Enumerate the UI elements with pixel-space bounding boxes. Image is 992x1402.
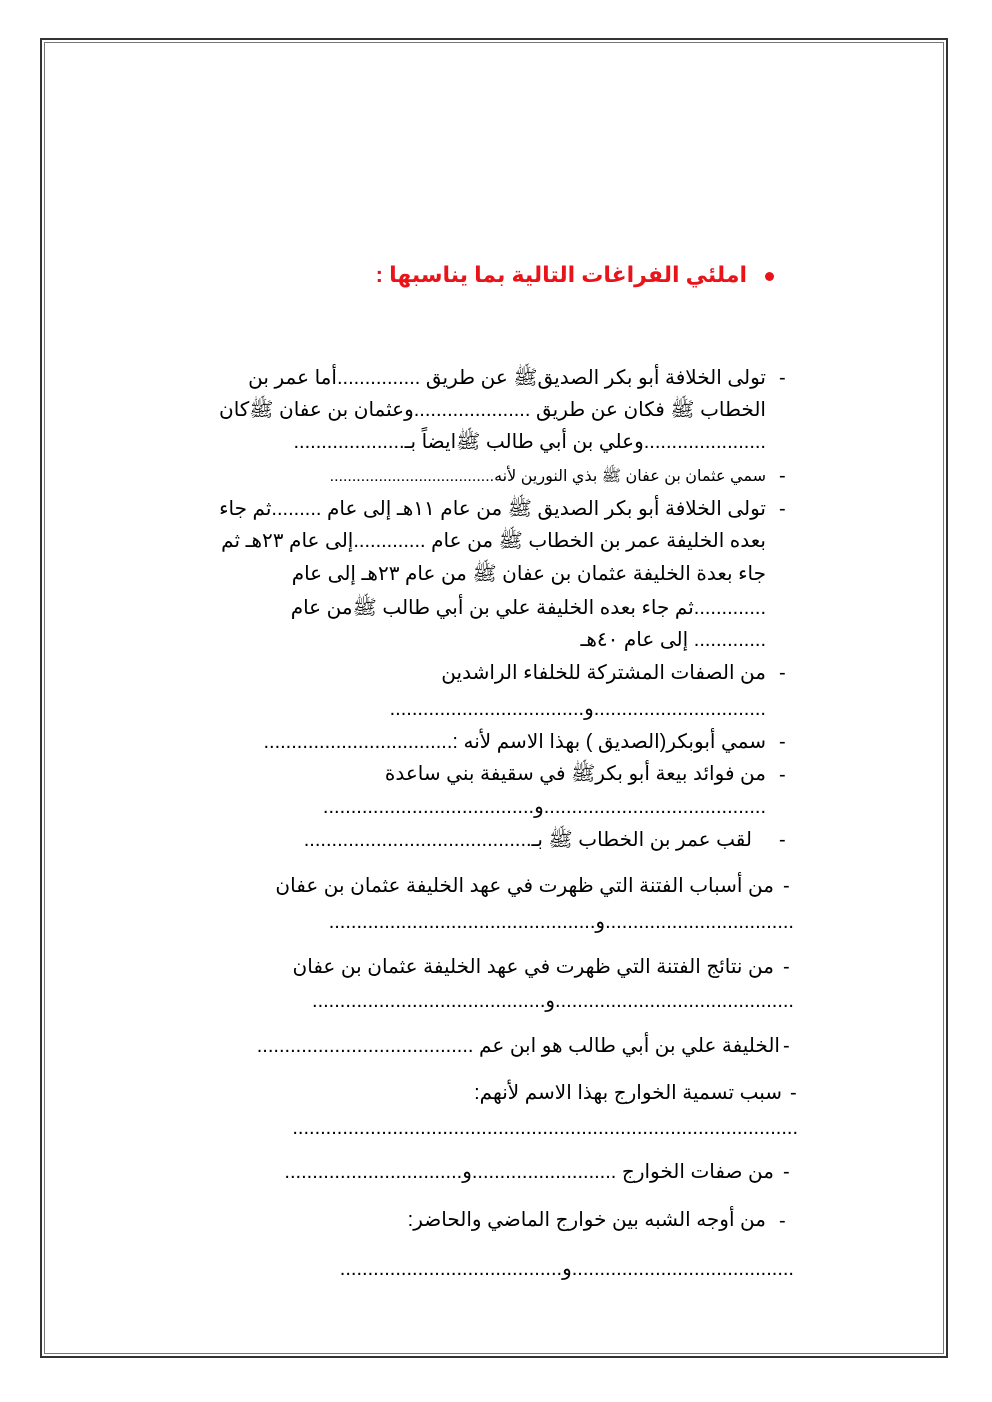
question-line: من الصفات المشتركة للخلفاء الراشدين xyxy=(441,662,766,684)
question-line: ........................................................................................... xyxy=(292,1117,798,1139)
question-line: من نتائج الفتنة التي ظهرت في عهد الخليفة عثمان بن عفان xyxy=(292,956,774,978)
question-line: ...............................و................................... xyxy=(389,698,766,720)
question-line: ............. إلى عام ٤٠هـ xyxy=(580,629,766,651)
dash-marker: - xyxy=(779,498,786,520)
question-line: سبب تسمية الخوارج بهذا الاسم لأنهم: xyxy=(474,1082,782,1104)
question-line: تولى الخلافة أبو بكر الصديقﷺ عن طريق ...............أما عمر بن xyxy=(248,367,766,389)
question-line: ..................................و................................................ xyxy=(328,911,794,933)
question-line: الخليفة علي بن أبي طالب هو ابن عم ....................................... xyxy=(256,1035,780,1057)
question-line: لقب عمر بن الخطاب ﷺ بـ......................................... xyxy=(303,829,752,851)
question-line: بعده الخليفة عمر بن الخطاب ﷺ من عام .............إلى عام ٢٣هـ ثم xyxy=(221,530,766,552)
question-line: من أوجه الشبه بين خوارج الماضي والحاضر: xyxy=(407,1209,766,1231)
dash-marker: - xyxy=(783,1161,790,1183)
dash-marker: - xyxy=(779,1210,786,1232)
question-line: سمي أبوبكر(الصديق ) بهذا الاسم لأنه :.................................. xyxy=(263,731,766,753)
question-line: سمي عثمان بن عفان ﷺ بذي النورين لأنه..................................... xyxy=(329,468,766,485)
question-line: .............ثم جاء بعده الخليفة علي بن أبي طالب ﷺمن عام xyxy=(290,597,766,619)
dash-marker: - xyxy=(783,875,790,897)
question-line: تولى الخلافة أبو بكر الصديق ﷺ من عام ١١هـ إلى عام .........ثم جاء xyxy=(219,498,766,520)
bullet-icon xyxy=(765,272,774,281)
dash-marker: - xyxy=(779,764,786,786)
question-line: ........................................و...................................... xyxy=(322,796,766,818)
dash-marker: - xyxy=(779,731,786,753)
dash-marker: - xyxy=(783,956,790,978)
question-line: الخطاب ﷺ فكان عن طريق .....................وعثمان بن عفان ﷺكان xyxy=(219,399,766,421)
dash-marker: - xyxy=(790,1082,797,1104)
question-line: ......................وعلي بن أبي طالب ﷺايضاً بـ.................... xyxy=(293,431,766,453)
question-line: من صفات الخوارج ..........................و................................ xyxy=(284,1161,774,1183)
question-line: من أسباب الفتنة التي ظهرت في عهد الخليفة عثمان بن عفان xyxy=(275,875,774,897)
question-line: ........................................و........................................ xyxy=(339,1258,794,1280)
question-line: جاء بعدة الخليفة عثمان بن عفان ﷺ من عام ٢٣هـ إلى عام xyxy=(291,563,766,585)
dash-marker: - xyxy=(779,465,786,487)
question-line: ...........................................و.......................................... xyxy=(312,990,794,1012)
heading-text: املئي الفراغات التالية بما يناسبها : xyxy=(375,262,747,287)
question-line: من فوائد بيعة أبو بكرﷺ في سقيفة بني ساعدة xyxy=(384,763,766,785)
dash-marker: - xyxy=(783,1035,790,1057)
dash-marker: - xyxy=(779,367,786,389)
dash-marker: - xyxy=(779,829,786,851)
section-heading xyxy=(376,262,774,288)
dash-marker: - xyxy=(779,662,786,684)
